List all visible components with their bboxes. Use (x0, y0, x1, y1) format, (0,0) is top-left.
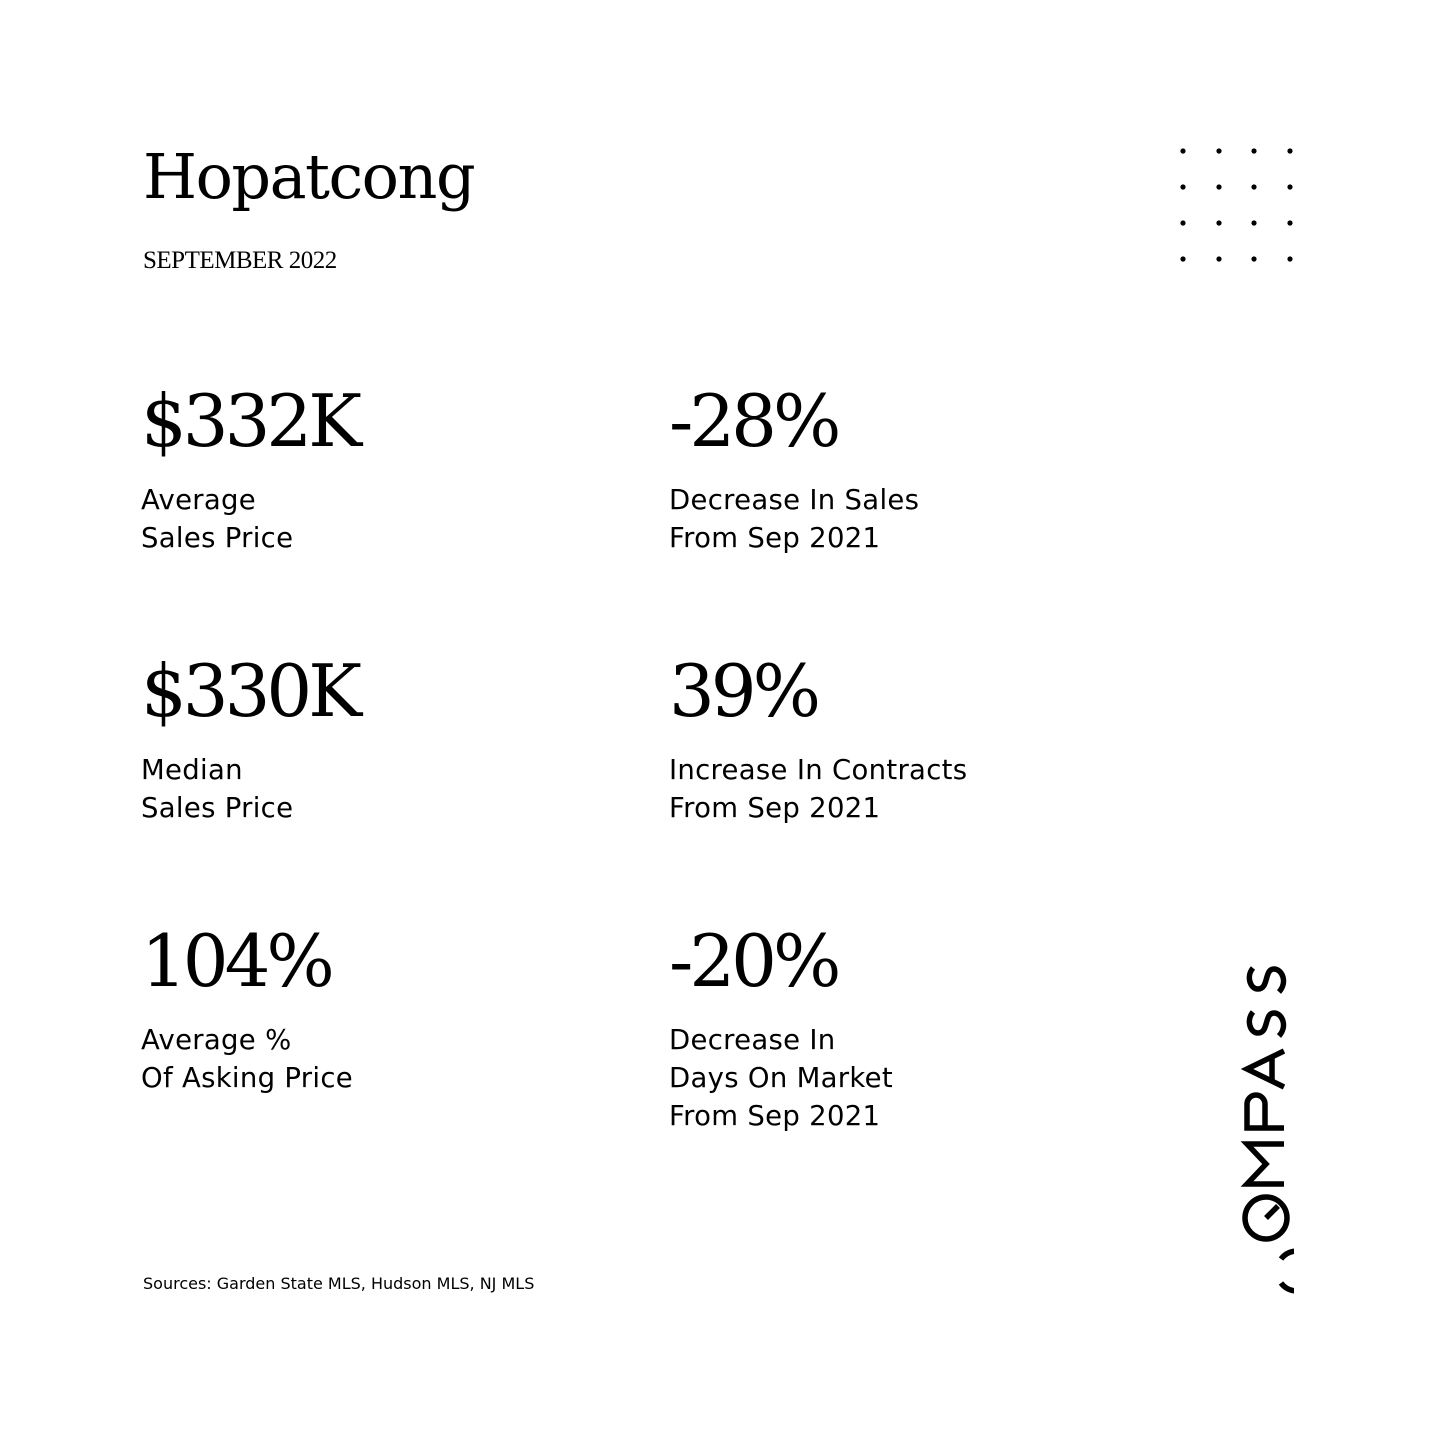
stat-value: 104% (141, 919, 331, 1003)
stat-median-sales-price (141, 649, 641, 827)
stat-label-line: Days On Market (669, 1062, 893, 1094)
compass-logo (1238, 952, 1294, 1298)
stat-label-line: From Sep 2021 (669, 792, 881, 824)
stat-label (669, 1021, 1169, 1135)
stat-label-line: Sales Price (141, 522, 294, 554)
stat-sales-change (669, 379, 1169, 557)
stat-value: 39% (669, 649, 818, 733)
page-title: Hopatcong (143, 140, 475, 213)
stat-value: $330K (141, 649, 359, 733)
stat-label-line: Average % (141, 1024, 292, 1056)
stat-label (141, 1021, 641, 1097)
stat-label-line: From Sep 2021 (669, 522, 881, 554)
stat-label (141, 751, 641, 827)
stat-label-line: Median (141, 754, 243, 786)
dot-grid-icon (1172, 142, 1300, 268)
stat-average-sales-price (141, 379, 641, 557)
stat-percent-of-asking (141, 919, 641, 1097)
stat-label (669, 751, 1169, 827)
stat-label-line: Increase In Contracts (669, 754, 968, 786)
stat-value: -20% (669, 919, 838, 1003)
stat-label-line: Decrease In Sales (669, 484, 920, 516)
stat-label-line: From Sep 2021 (669, 1100, 881, 1132)
stat-value: $332K (141, 379, 359, 463)
stat-label-line: Sales Price (141, 792, 294, 824)
stat-value: -28% (669, 379, 838, 463)
stat-label (669, 481, 1169, 557)
stat-label (141, 481, 641, 557)
stat-contracts-change (669, 649, 1169, 827)
report-date: SEPTEMBER 2022 (143, 247, 337, 274)
stat-days-on-market-change (669, 919, 1169, 1135)
stat-label-line: Of Asking Price (141, 1062, 353, 1094)
sources-note: Sources: Garden State MLS, Hudson MLS, NJ MLS (143, 1274, 535, 1293)
stat-label-line: Average (141, 484, 257, 516)
stat-label-line: Decrease In (669, 1024, 836, 1056)
